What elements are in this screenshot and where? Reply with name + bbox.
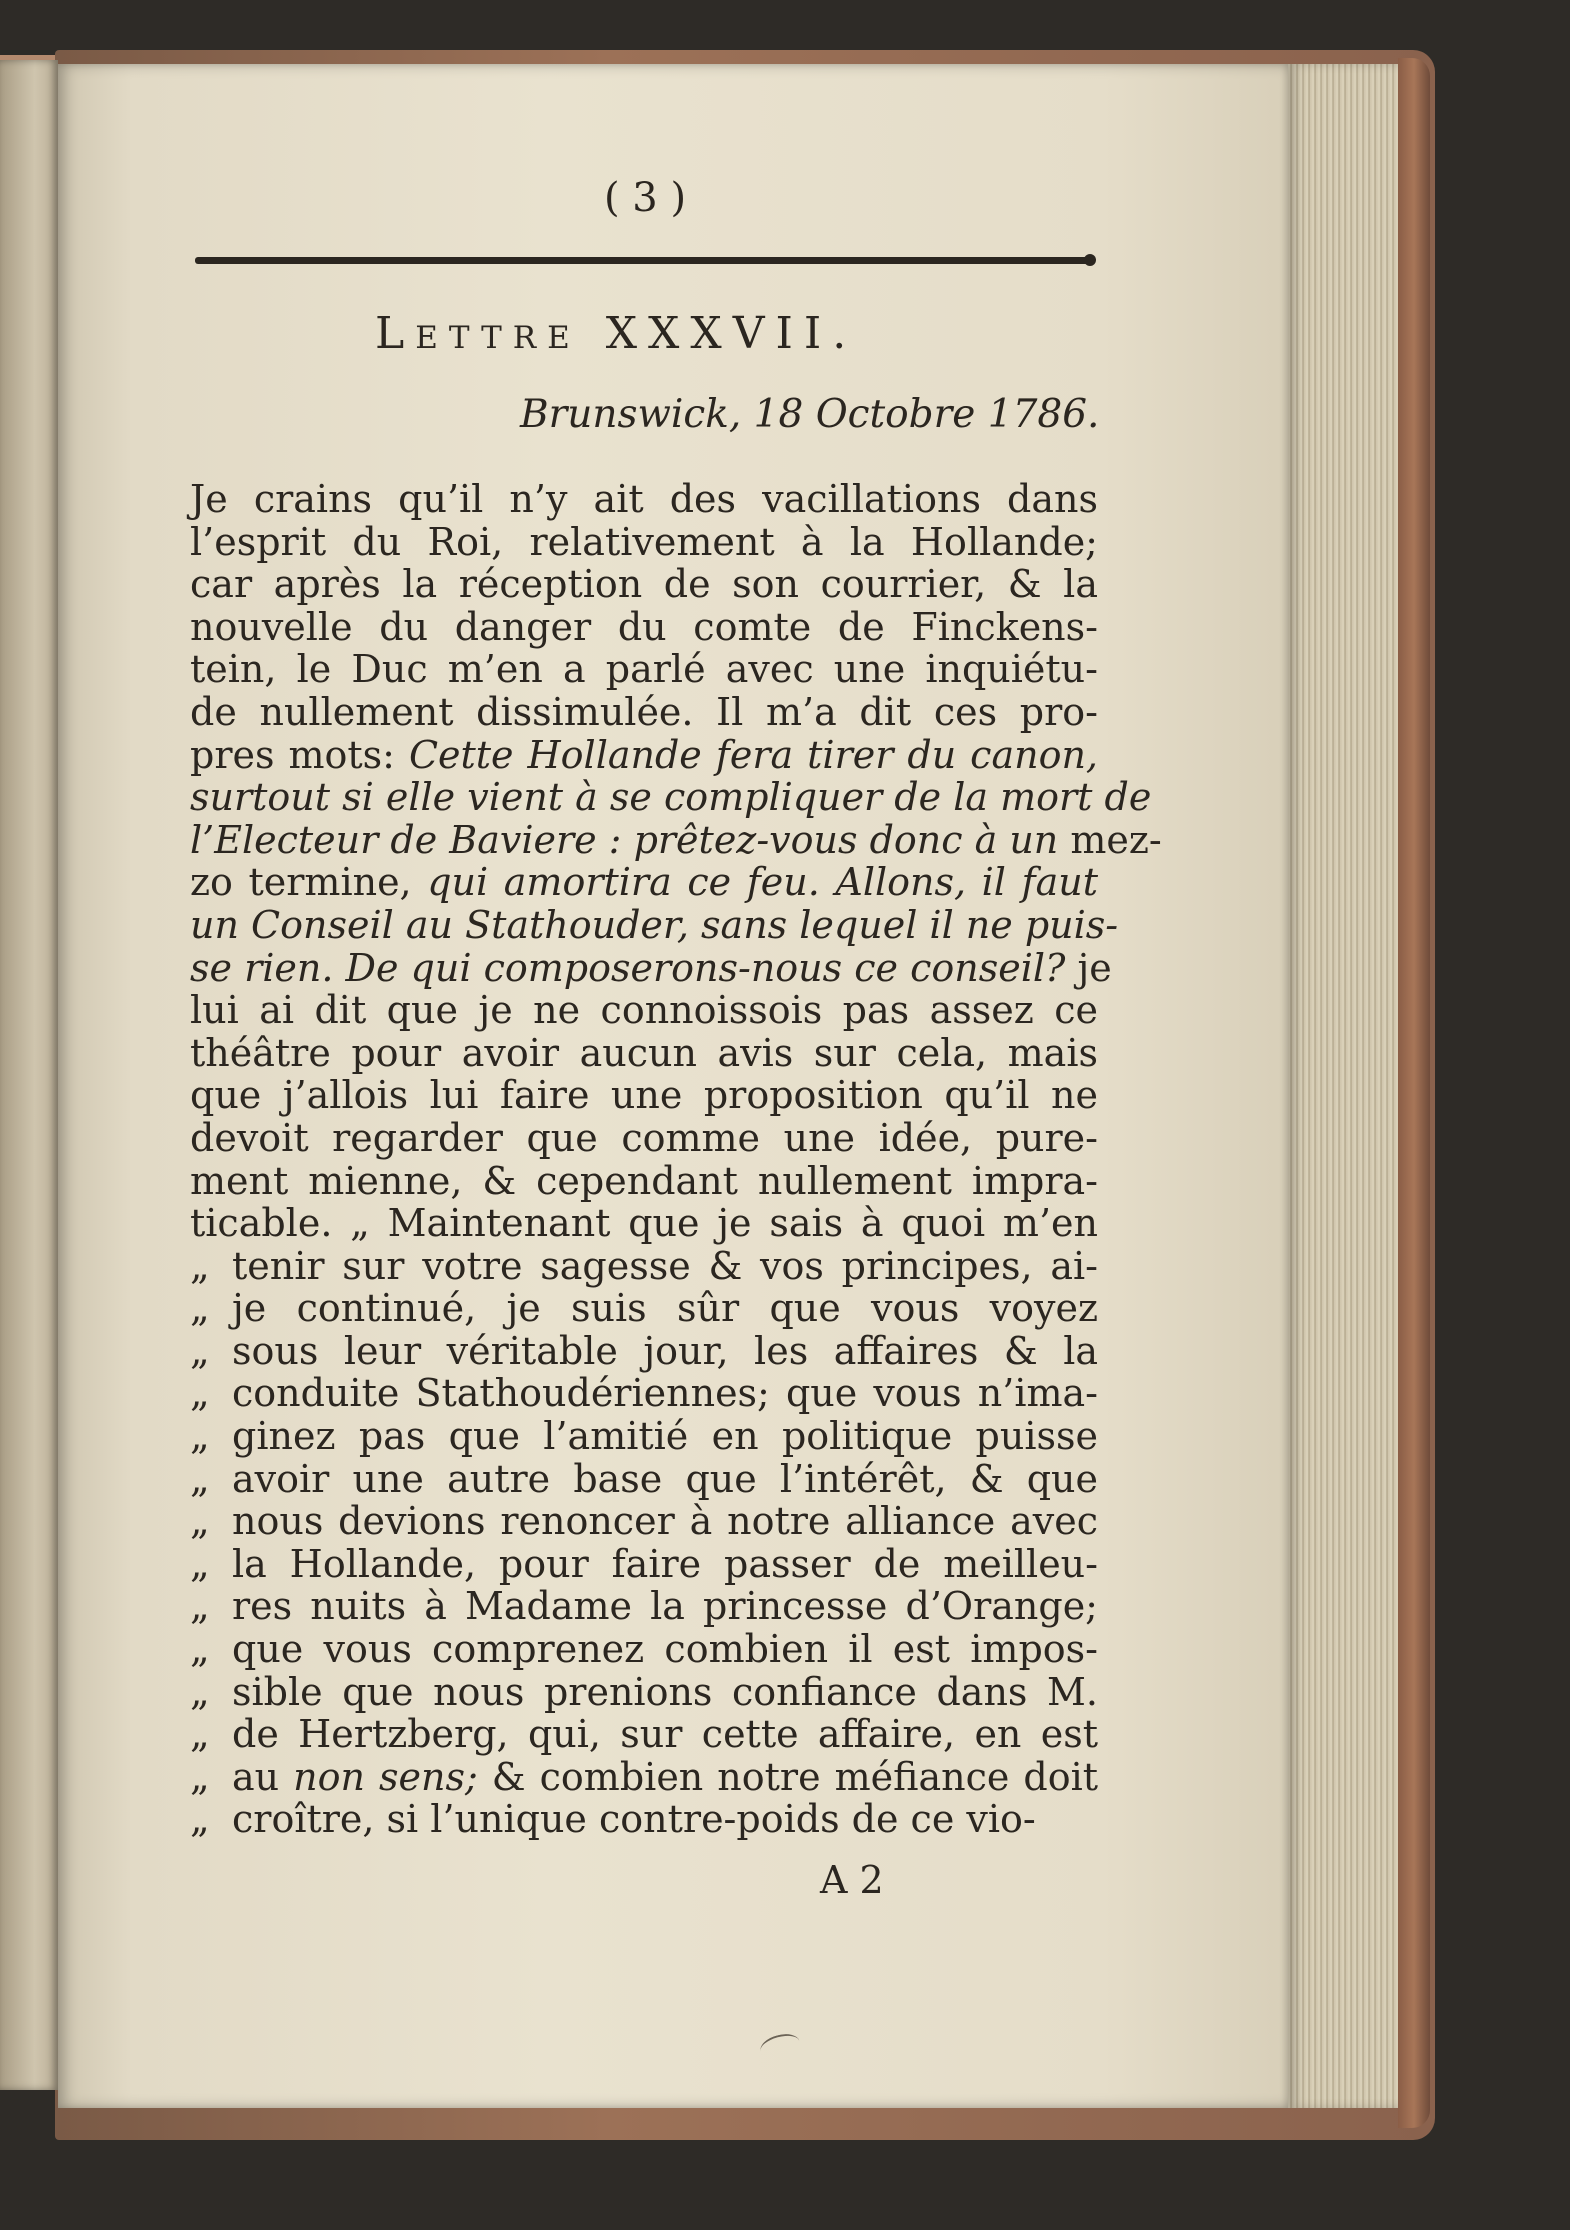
text-segment: ginez pas que l’amitié en politique puisse [232, 1414, 1098, 1459]
text-segment: sible que nous prenions confiance dans M. [232, 1669, 1098, 1714]
text-line [190, 606, 1098, 649]
text-line [190, 1372, 1098, 1415]
text-segment: car après la réception de son courrier, & la [190, 562, 1098, 607]
text-segment: ment mienne, & cependant nullement impra- [190, 1158, 1098, 1203]
text-segment: nous devions renoncer à notre alliance avec [232, 1499, 1098, 1544]
pencil-mark [758, 2030, 802, 2062]
text-line [190, 648, 1098, 691]
quote-mark: „ [190, 1328, 210, 1373]
text-line [190, 1713, 1098, 1756]
text-segment: croître, si l’unique contre-poids de ce vio- [232, 1797, 1036, 1842]
text-line [190, 1415, 1098, 1458]
text-line [190, 1074, 1098, 1117]
italic-text: non sens; [293, 1754, 478, 1799]
text-segment: je continué, je suis sûr que vous voyez [232, 1286, 1098, 1331]
text-line [190, 1117, 1098, 1160]
text-line [190, 1202, 1098, 1245]
text-line [190, 1245, 1098, 1288]
text-line [190, 1330, 1098, 1373]
text-line [190, 1628, 1098, 1671]
text-segment: Je crains qu’il n’y ait des vacillations dans [190, 477, 1098, 521]
quote-mark: „ [190, 1243, 210, 1288]
text-line [190, 734, 1098, 777]
text-segment: avoir une autre base que l’intérêt, & que [232, 1456, 1098, 1501]
text-segment: devoit regarder que comme une idée, pure- [190, 1115, 1098, 1160]
letter-body [190, 477, 1162, 1842]
quote-mark: „ [190, 1371, 210, 1416]
text-line [190, 945, 1112, 990]
text-segment: conduite Stathoudériennes; que vous n’ima- [232, 1371, 1098, 1416]
quote-mark: „ [190, 1414, 210, 1459]
text-segment: & combien notre méfiance doit [477, 1754, 1099, 1799]
text-line [190, 1671, 1098, 1714]
text-line [190, 1287, 1098, 1330]
text-segment: l’esprit du Roi, relativement à la Hollande; [190, 519, 1098, 564]
signature-mark: A 2 [820, 1858, 884, 1902]
text-line [190, 817, 1162, 862]
text-segment: tein, le Duc m’en a parlé avec une inquiétu- [190, 647, 1098, 692]
text-segment: de nullement dissimulée. Il m’a dit ces pro- [190, 689, 1098, 734]
text-line [190, 1500, 1098, 1543]
italic-text: un Conseil au Stathouder, sans lequel il ne puis- [190, 902, 1119, 947]
text-line [190, 1032, 1098, 1075]
text-segment: zo termine, [190, 860, 428, 905]
quote-mark: „ [190, 1754, 210, 1799]
italic-text: qui amortira ce feu. Allons, il faut [427, 860, 1098, 905]
quote-mark: „ [190, 1584, 210, 1629]
italic-text: surtout si elle vient à se compliquer de la mort de [190, 775, 1152, 820]
text-segment: pres mots: [190, 732, 409, 777]
text-segment: tenir sur votre sagesse & vos principes, ai- [232, 1243, 1098, 1288]
text-segment: sous leur véritable jour, les affaires & la [232, 1328, 1098, 1373]
italic-text: l’Electeur de Baviere : prêtez-vous donc à un [190, 817, 1059, 862]
text-segment: res nuits à Madame la princesse d’Orange; [232, 1584, 1098, 1629]
quote-mark: „ [190, 1456, 210, 1501]
text-segment: je [1065, 945, 1112, 990]
text-line [190, 989, 1098, 1032]
text-line [190, 902, 1119, 947]
letter-heading: Lettre XXXVII. [375, 308, 858, 359]
text-line [190, 478, 1098, 521]
quote-mark: „ [190, 1627, 210, 1672]
text-line [190, 1756, 1098, 1799]
quote-mark: „ [190, 1669, 210, 1714]
dateline: Brunswick, 18 Octobre 1786. [520, 392, 1100, 437]
quote-mark: „ [190, 1286, 210, 1331]
text-line [190, 521, 1098, 564]
text-segment: théâtre pour avoir aucun avis sur cela, mais [190, 1030, 1098, 1075]
text-line [190, 1160, 1098, 1203]
text-segment: que j’allois lui faire une proposition qu’il ne [190, 1073, 1098, 1118]
text-line [190, 1798, 1098, 1841]
italic-text: se rien. De qui composerons-nous ce conseil? [190, 945, 1066, 990]
text-segment: ticable. „ Maintenant que je sais à quoi m’en [190, 1201, 1098, 1246]
quote-mark: „ [190, 1797, 210, 1842]
text-segment: que vous comprenez combien il est impos- [232, 1627, 1098, 1672]
text-line [190, 691, 1098, 734]
text-line [190, 861, 1098, 904]
text-line [190, 1585, 1098, 1628]
text-segment: au [232, 1754, 294, 1799]
quote-mark: „ [190, 1712, 210, 1757]
text-line [190, 1458, 1098, 1501]
text-line [190, 775, 1152, 820]
text-line [190, 563, 1098, 606]
heading-rule [195, 257, 1090, 264]
text-segment: nouvelle du danger du comte de Finckens- [190, 604, 1098, 649]
text-segment: lui ai dit que je ne connoissois pas assez ce [190, 988, 1098, 1033]
text-segment: mez- [1058, 817, 1162, 862]
quote-mark: „ [190, 1499, 210, 1544]
page-number: ( 3 ) [603, 175, 687, 221]
quote-mark: „ [190, 1541, 210, 1586]
text-segment: la Hollande, pour faire passer de meilleu- [232, 1541, 1098, 1586]
italic-text: Cette Hollande fera tirer du canon, [408, 732, 1099, 777]
text-segment: de Hertzberg, qui, sur cette affaire, en est [232, 1712, 1098, 1757]
text-line [190, 1543, 1098, 1586]
